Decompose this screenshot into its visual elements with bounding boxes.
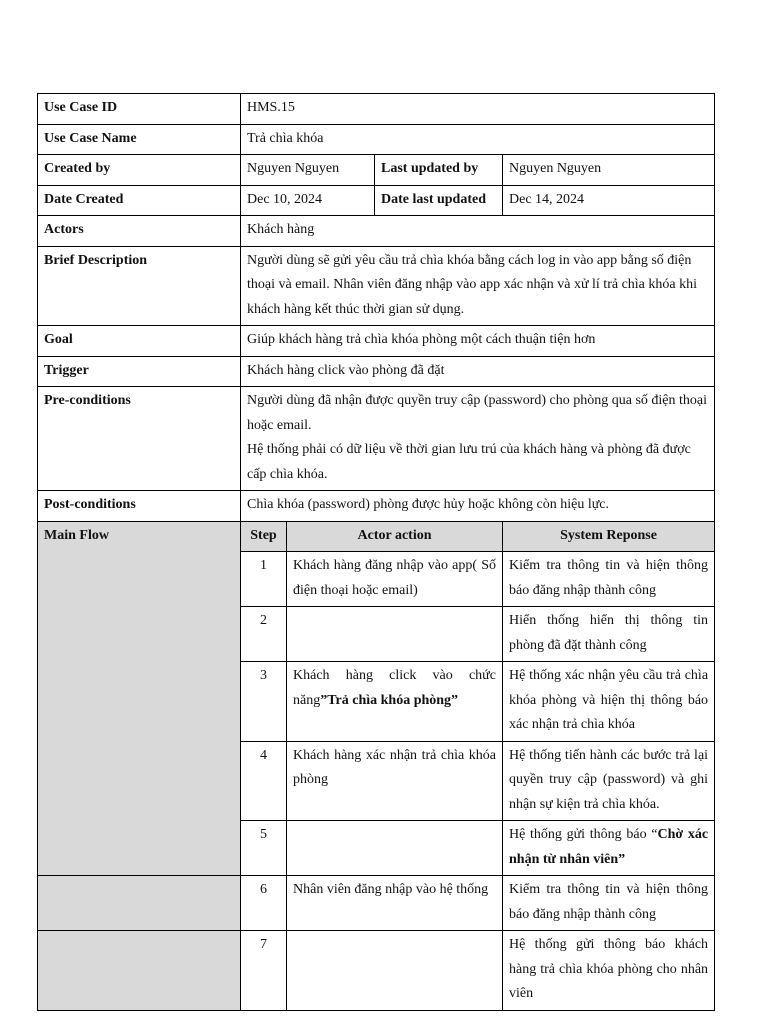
last-updated-by-label: Last updated by [375,155,503,186]
brief-description-row [38,246,715,326]
goal-row [38,326,715,357]
pre-conditions-label: Pre-conditions [38,387,241,491]
system-response: Hệ thống tiến hành các bước trả lại quyền truy cập (password) và ghi nhận sự kiện trả chìa khóa. [503,741,715,821]
post-conditions-value: Chìa khóa (password) phòng được hủy hoặc không còn hiệu lực. [241,491,715,522]
use-case-id-label: Use Case ID [38,94,241,125]
actor-action [287,662,503,742]
date-created-value: Dec 10, 2024 [241,185,375,216]
system-response: Hệ thống gửi thông báo khách hàng trả chìa khóa phòng cho nhân viên [503,931,715,1011]
table-row [38,931,715,1011]
main-flow-label: Main Flow [38,521,241,876]
table-row [38,876,715,931]
actor-action [287,821,503,876]
step-number: 7 [241,931,287,1011]
created-by-label: Created by [38,155,241,186]
created-by-row [38,155,715,186]
trigger-row [38,356,715,387]
actors-label: Actors [38,216,241,247]
system-response [503,821,715,876]
actor-action-bold: ”Trả chìa khóa phòng” [320,692,459,708]
system-response-header: System Reponse [503,521,715,552]
use-case-name-row [38,124,715,155]
step-number: 3 [241,662,287,742]
date-last-updated-value: Dec 14, 2024 [503,185,715,216]
created-by-value: Nguyen Nguyen [241,155,375,186]
actor-action [287,931,503,1011]
system-response-bold: Chờ xác nhận từ nhân viên” [509,827,709,867]
goal-value: Giúp khách hàng trả chìa khóa phòng một cách thuận tiện hơn [241,326,715,357]
system-response: Kiểm tra thông tin và hiện thông báo đăng nhập thành công [503,876,715,931]
main-flow-blank-cell [38,876,241,931]
use-case-table [37,93,715,1011]
last-updated-by-value: Nguyen Nguyen [503,155,715,186]
date-last-updated-label: Date last updated [375,185,503,216]
date-created-label: Date Created [38,185,241,216]
use-case-id-value: HMS.15 [241,94,715,125]
actor-action [287,607,503,662]
step-number: 6 [241,876,287,931]
actor-action: Khách hàng đăng nhập vào app( Số điện thoại hoặc email) [287,552,503,607]
step-number: 4 [241,741,287,821]
actor-action: Khách hàng xác nhận trả chìa khóa phòng [287,741,503,821]
system-response: Kiểm tra thông tin và hiện thông báo đăng nhập thành công [503,552,715,607]
main-flow-blank-cell [38,931,241,1011]
step-number: 5 [241,821,287,876]
step-number: 1 [241,552,287,607]
system-response: Hiển thống hiển thị thông tin phòng đã đặt thành công [503,607,715,662]
main-flow-header-row [38,521,715,552]
pre-conditions-row [38,387,715,491]
actors-row [38,216,715,247]
goal-label: Goal [38,326,241,357]
system-response: Hệ thống xác nhận yêu cầu trả chìa khóa phòng và hiện thị thông báo xác nhận trả chìa khóa [503,662,715,742]
trigger-label: Trigger [38,356,241,387]
actors-value: Khách hàng [241,216,715,247]
pre-condition-1: Người dùng đã nhận được quyền truy cập (password) cho phòng qua số điện thoại hoặc email. [247,393,707,433]
post-conditions-row [38,491,715,522]
actor-action-text: Khách hàng click vào chức năng [293,668,496,708]
pre-conditions-value [241,387,715,491]
use-case-name-label: Use Case Name [38,124,241,155]
use-case-name-value: Trả chìa khóa [241,124,715,155]
use-case-id-row [38,94,715,125]
brief-description-label: Brief Description [38,246,241,326]
step-header: Step [241,521,287,552]
actor-action: Nhân viên đăng nhập vào hệ thống [287,876,503,931]
step-number: 2 [241,607,287,662]
trigger-value: Khách hàng click vào phòng đã đặt [241,356,715,387]
post-conditions-label: Post-conditions [38,491,241,522]
system-response-text: Hệ thống gửi thông báo “ [509,827,658,842]
brief-description-value: Người dùng sẽ gửi yêu cầu trả chìa khóa bằng cách log in vào app bằng số điện thoại và email. Nhân viên đăng nhập vào app xác nhận và xử lí trả chìa khóa khi khách hàng kết thúc thời gian sử dụng. [241,246,715,326]
pre-condition-2: Hệ thống phải có dữ liệu về thời gian lưu trú của khách hàng và phòng đã được cấp chìa khóa. [247,442,691,482]
date-created-row [38,185,715,216]
actor-action-header: Actor action [287,521,503,552]
